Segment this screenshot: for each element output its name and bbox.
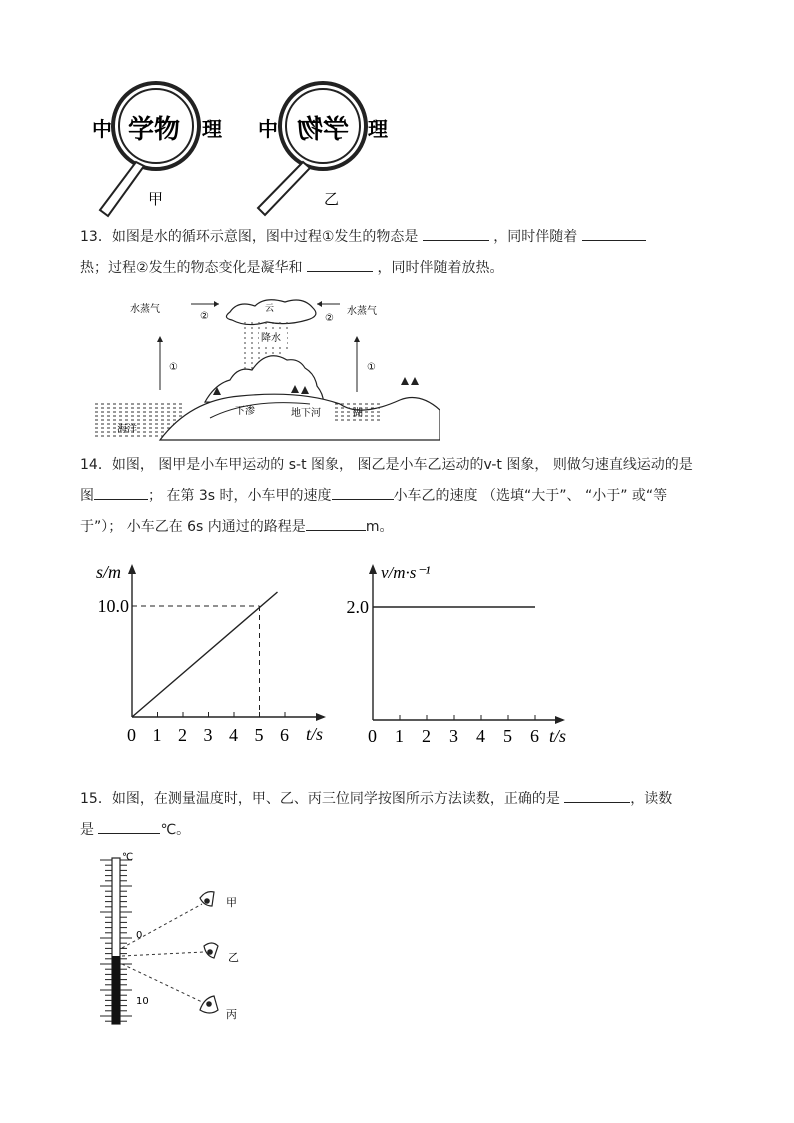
magnifier-right-char1: 中: [258, 117, 278, 141]
st-xtick-label: 2: [178, 725, 187, 745]
q14-blank-3[interactable]: [306, 514, 366, 531]
magnifier-left-caption: 甲: [148, 190, 164, 208]
q14-number: 14．: [80, 457, 112, 473]
question-15: 15．如图，在测量温度时，甲、乙、丙三位同学按图所示方法读数，正确的是 ，读数 是 ℃。: [80, 784, 720, 846]
vt-xtick-label: 1: [395, 726, 404, 746]
q13-blank-3[interactable]: [307, 255, 373, 272]
seep-label: 下渗: [235, 406, 255, 417]
magnifier-right: [258, 83, 389, 215]
thermo-jia-label: 甲: [226, 896, 237, 909]
vt-xtick-label: 4: [476, 726, 485, 746]
underground-label: 地下河: [291, 408, 321, 419]
vt-xtick-label: 2: [422, 726, 431, 746]
vt-xtick-label: 0: [368, 726, 377, 746]
thermo-yi-label: 乙: [228, 951, 239, 964]
st-series-line: [132, 592, 278, 717]
ocean-label: 海洋: [117, 424, 137, 435]
svg-text:②: ②: [200, 311, 209, 322]
vt-xtick-label: 6: [530, 726, 539, 746]
q14-blank-2[interactable]: [332, 483, 394, 500]
q13-number: 13．: [80, 229, 112, 245]
thermo-unit: ℃: [122, 852, 134, 863]
magnifier-right-caption: 乙: [324, 190, 340, 208]
magnifier-left-glass: 学物: [128, 115, 181, 145]
st-ytick-label: 10.0: [97, 596, 129, 616]
q15-blank-1[interactable]: [564, 786, 630, 803]
thermometer-figure: [92, 846, 262, 1031]
st-xtick-label: 6: [280, 725, 289, 745]
vt-ylabel: v/m·s⁻¹: [381, 563, 431, 582]
vapor-right-label: 水蒸气: [347, 306, 377, 317]
st-xtick-label: 4: [229, 725, 238, 745]
question-14: 14．如图， 图甲是小车甲运动的 s-t 图象， 图乙是小车乙运动的v-t 图象， 则做匀速直线运动的是 图 ； 在第 3s 时，小车甲的速度 小车乙的速度 （选填“大于”、 “小于” 或“等 于”）； 小车乙在 6s 内通过的路程是 m。: [80, 457, 693, 535]
st-xlabel: t/s: [306, 724, 324, 744]
vt-xtick-label: 5: [503, 726, 512, 746]
svg-text:①: ①: [367, 362, 376, 373]
vapor-left-label: 水蒸气: [130, 304, 160, 315]
q13-blank-2[interactable]: [582, 224, 646, 241]
q15-blank-2[interactable]: [98, 817, 160, 834]
thermo-bing-label: 丙: [226, 1008, 237, 1021]
magnifier-left-char2: 理: [202, 117, 222, 141]
vt-xtick-label: 3: [449, 726, 458, 746]
water-cycle-diagram: [95, 290, 440, 445]
st-chart: [92, 560, 332, 750]
magnifier-figure: [88, 78, 418, 218]
magnifier-left: [92, 83, 223, 216]
q13-blank-1[interactable]: [423, 224, 489, 241]
st-xtick-label: 1: [152, 725, 162, 745]
vt-ytick-label: 2.0: [346, 597, 369, 617]
rain-label: 降水: [261, 333, 281, 344]
q14-blank-1[interactable]: [94, 483, 148, 500]
magnifier-left-char1: 中: [92, 117, 112, 141]
thermo-zero-label: 0: [136, 930, 143, 941]
st-xtick-label: 3: [203, 725, 213, 745]
svg-text:①: ①: [169, 362, 178, 373]
st-xtick-label: 5: [254, 725, 264, 745]
st-ylabel: s/m: [96, 562, 122, 582]
q15-number: 15．: [80, 791, 112, 807]
svg-text:②: ②: [325, 313, 334, 324]
lake-label: 湖: [353, 408, 363, 419]
magnifier-right-glass: 学物: [296, 115, 349, 145]
question-13: 13．如图是水的循环示意图，图中过程①发生的物态是 ，同时伴随着 热；过程②发生的物态变化是凝华和 ，同时伴随着放热。: [80, 222, 720, 284]
cloud-label: 云: [265, 304, 275, 314]
vt-xlabel: t/s: [549, 726, 567, 746]
thermo-ten-label: 10: [136, 996, 149, 1007]
magnifier-right-char2: 理: [368, 117, 388, 141]
st-xtick-label: 0: [127, 725, 136, 745]
vt-chart: [335, 560, 585, 750]
